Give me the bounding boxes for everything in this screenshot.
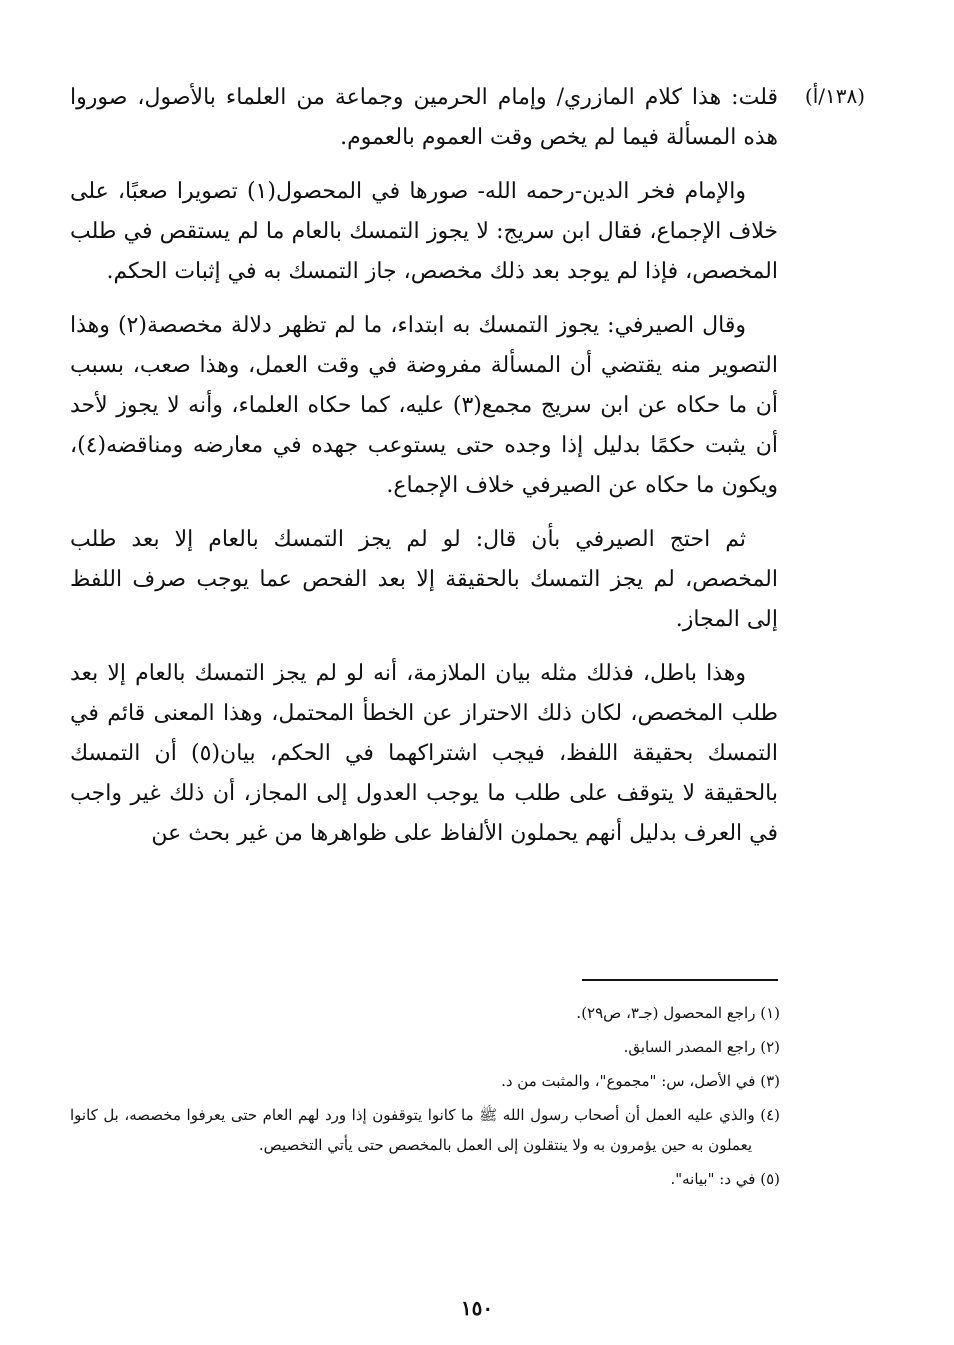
footnote-1: (١) راجع المحصول (جـ٣، ص٢٩). [576, 1004, 780, 1022]
footnote-3: (٣) في الأصل، س: "مجموع"، والمثبت من د. [501, 1072, 780, 1090]
paragraph-2: والإمام فخر الدين-رحمه الله- صورها في المحصول(١) تصويرا صعبًا، على خلاف الإجماع، فقال ابن سريج: لا يجوز التمسك بالعام ما لم يستقص في طلب المخصص، فإذا لم يوجد بعد ذلك مخصص، جاز التمسك به في إثبات الحكم. [70, 179, 778, 284]
paragraph-1: قلت: هذا كلام المازري/ وإمام الحرمين وجماعة من العلماء بالأصول، صوروا هذه المسألة فيما لم يخص وقت العموم بالعموم. [70, 85, 778, 150]
folio-reference: (١٣٨/أ) [804, 84, 866, 108]
main-text [70, 78, 778, 868]
footnote-separator [582, 979, 778, 981]
footnote-5: (٥) في د: "بيانه". [670, 1170, 780, 1188]
footnote-4: (٤) والذي عليه العمل أن أصحاب رسول الله ﷺ ما كانوا يتوقفون إذا ورد لهم العام حتى يعرفوا مخصصه، بل كانوا يعملون به حين يؤمرون به ولا ينتقلون إلى العمل بالمخصص حتى يأتي التخصيص. [70, 1106, 780, 1154]
paragraph-4: ثم احتج الصيرفي بأن قال: لو لم يجز التمسك بالعام إلا بعد طلب المخصص، لم يجز التمسك بالحقيقة إلا بعد الفحص عما يوجب صرف اللفظ إلى المجاز. [70, 527, 778, 632]
page-number: ١٥٠ [460, 1296, 494, 1320]
paragraph-3: وقال الصيرفي: يجوز التمسك به ابتداء، ما لم تظهر دلالة مخصصة(٢) وهذا التصوير منه يقتضي أن المسألة مفروضة في وقت العمل، وهذا صعب، بسبب أن ما حكاه عن ابن سريج مجمع(٣) عليه، كما حكاه العلماء، وأنه لا يجوز لأحد أن يثبت حكمًا بدليل إذا وجده حتى يستوعب جهده في معارضه ومناقضه(٤)، ويكون ما حكاه عن الصيرفي خلاف الإجماع. [70, 313, 778, 498]
footnotes [70, 998, 780, 1198]
footnote-2: (٢) راجع المصدر السابق. [623, 1038, 780, 1056]
paragraph-5: وهذا باطل، فذلك مثله بيان الملازمة، أنه لو لم يجز التمسك بالعام إلا بعد طلب المخصص، لكان ذلك الاحتراز عن الخطأ المحتمل، وهذا المعنى قائم في التمسك بحقيقة اللفظ، فيجب اشتراكهما في الحكم، بيان(٥) أن التمسك بالحقيقة لا يتوقف على طلب ما يوجب العدول إلى المجاز، أن ذلك غير واجب في العرف بدليل أنهم يحملون الألفاظ على ظواهرها من غير بحث عن [70, 661, 778, 846]
